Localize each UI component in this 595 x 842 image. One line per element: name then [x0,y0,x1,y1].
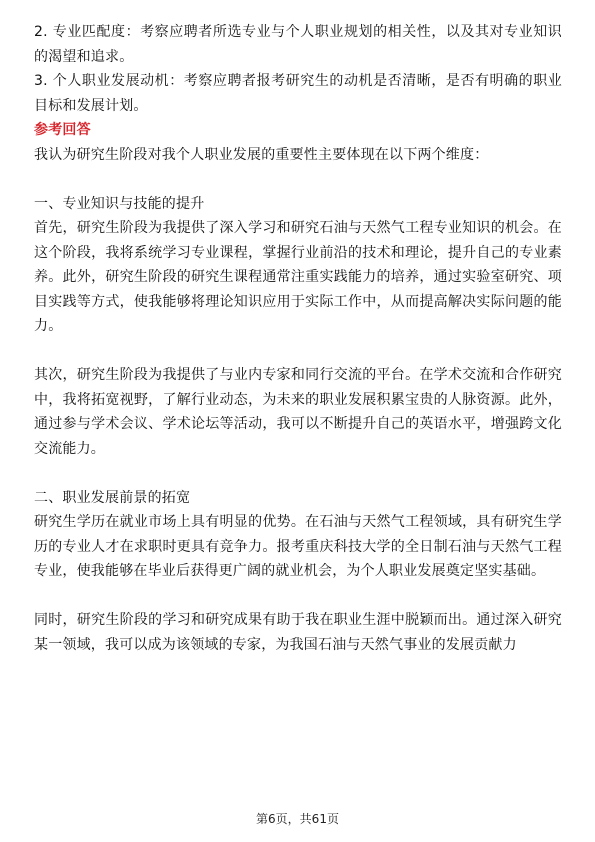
spacer [34,339,562,364]
criteria-item: 3. 个人职业发展动机：考察应聘者报考研究生的动机是否清晰，是否有明确的职业目标和发展计划。 [34,73,562,114]
spacer [34,461,562,486]
answer-heading: 参考回答 [34,122,91,138]
intro-text: 我认为研究生阶段对我个人职业发展的重要性主要体现在以下两个维度： [34,146,489,163]
page-content [34,20,562,657]
spacer [34,167,562,192]
body-paragraph: 其次，研究生阶段为我提供了与业内专家和同行交流的平台。在学术交流和合作研究中，我将拓宽视野，了解行业动态，为未来的职业发展积累宝贵的人脉资源。此外，通过参与学术会议、学术论坛等活动，我可以不断提升自己的英语水平，增强跨文化交流能力。 [34,367,562,457]
section-heading: 二、职业发展前景的拓宽 [34,489,191,506]
page-footer [0,810,595,827]
spacer [34,584,562,609]
section-heading: 一、专业知识与技能的提升 [34,195,205,212]
body-paragraph: 研究生学历在就业市场上具有明显的优势。在石油与天然气工程领域，具有研究生学历的专业人才在求职时更具有竞争力。报考重庆科技大学的全日制石油与天然气工程专业，使我能够在毕业后获得更广阔的就业机会，为个人职业发展奠定坚实基础。 [34,514,562,579]
page-number: 第6页，共61页 [256,812,339,826]
criteria-item: 2. 专业匹配度：考察应聘者所选专业与个人职业规划的相关性，以及其对专业知识的渴望和追求。 [34,24,562,65]
body-paragraph: 首先，研究生阶段为我提供了深入学习和研究石油与天然气工程专业知识的机会。在这个阶段，我将系统学习专业课程，掌握行业前沿的技术和理论，提升自己的专业素养。此外，研究生阶段的研究生课程通常注重实践能力的培养，通过实验室研究、项目实践等方式，使我能够将理论知识应用于实际工作中，从而提高解决实际问题的能力。 [34,220,562,334]
body-paragraph: 同时，研究生阶段的学习和研究成果有助于我在职业生涯中脱颖而出。通过深入研究某一领域，我可以成为该领域的专家，为我国石油与天然气事业的发展贡献力 [34,612,562,653]
